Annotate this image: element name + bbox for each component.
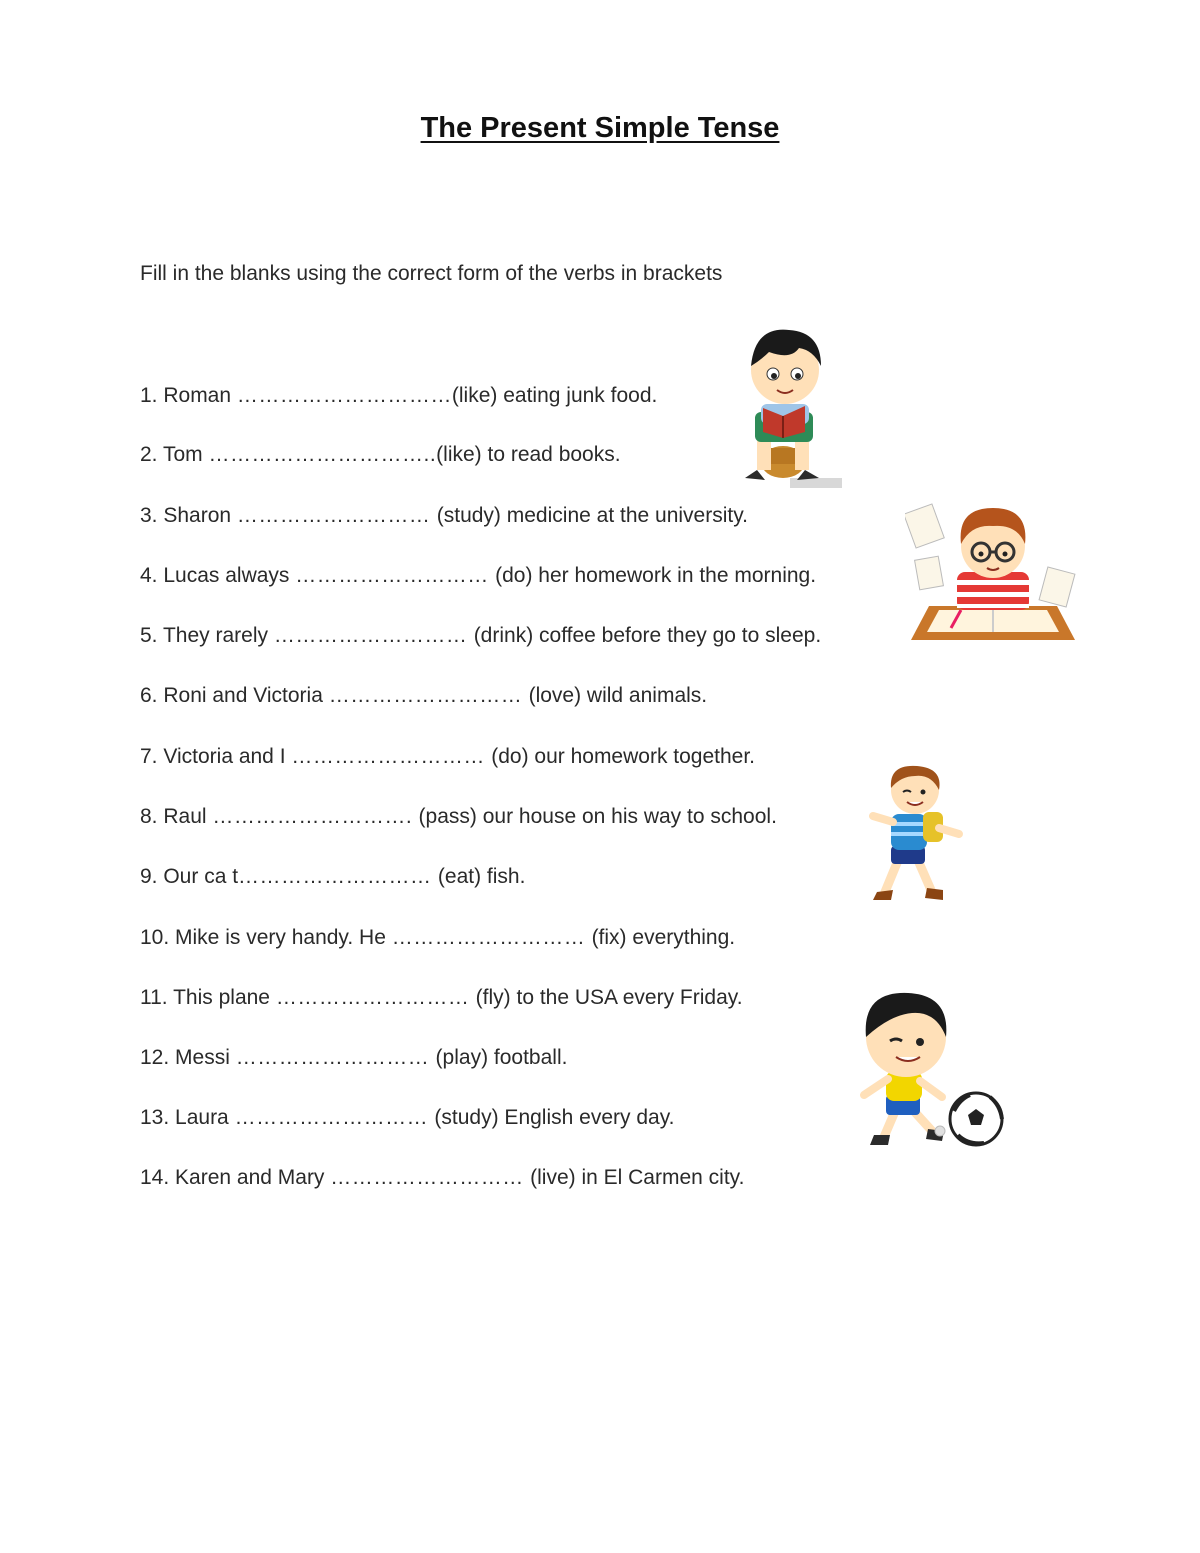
paper-sheet [905,504,944,548]
answer-blank[interactable]: ……………………… [236,504,437,527]
answer-blank[interactable]: ………………………. [212,805,419,828]
answer-blank[interactable]: ……………………… [238,865,438,888]
question-7: 7. Victoria and I ……………………… (do) our homework together. [140,745,756,768]
answer-blank[interactable]: ……………………… [291,745,492,768]
answer-blank[interactable]: ……………………… [391,926,592,949]
answer-blank[interactable]: ………………………….. [208,443,437,466]
answer-blank[interactable]: ……………………… [275,986,476,1009]
answer-blank[interactable]: ……………………… [328,684,529,707]
question-2: 2. Tom …………………………..(like) to read books. [140,443,621,466]
question-6: 6. Roni and Victoria ……………………… (love) wild animals. [140,684,708,707]
answer-blank[interactable]: ……………………… [234,1106,435,1129]
answer-blank[interactable]: ……………………… [235,1046,436,1069]
question-8: 8. Raul ………………………. (pass) our house on his way to school. [140,805,777,828]
question-3: 3. Sharon ……………………… (study) medicine at the university. [140,504,748,527]
instructions: Fill in the blanks using the correct form of the verbs in brackets [140,262,723,285]
answer-blank[interactable]: ……………………… [273,624,474,647]
answer-blank[interactable]: ……………………… [295,564,496,587]
question-14: 14. Karen and Mary ……………………… (live) in El Carmen city. [140,1166,745,1189]
paper-sheet [1039,567,1075,607]
question-12: 12. Messi ……………………… (play) football. [140,1046,568,1069]
boy-football-illustration [850,985,1020,1155]
question-9: 9. Our ca t……………………… (eat) fish. [140,865,526,888]
answer-blank[interactable]: ……………………… [330,1166,531,1189]
answer-blank[interactable]: ………………………… [236,384,452,407]
boy-walking-illustration [855,762,970,907]
boy-reading-illustration [735,320,845,490]
shoe [870,1135,890,1145]
boy-studying-illustration [905,500,1080,655]
page-title: The Present Simple Tense [420,112,780,144]
question-1: 1. Roman …………………………(like) eating junk food. [140,384,658,407]
shoe [873,890,893,900]
question-5: 5. They rarely ……………………… (drink) coffee before they go to sleep. [140,624,822,647]
question-4: 4. Lucas always ……………………… (do) her homework in the morning. [140,564,817,587]
question-13: 13. Laura ……………………… (study) English every day. [140,1106,675,1129]
question-10: 10. Mike is very handy. He ……………………… (fix) everything. [140,926,736,949]
question-11: 11. This plane ……………………… (fly) to the USA every Friday. [140,986,743,1009]
